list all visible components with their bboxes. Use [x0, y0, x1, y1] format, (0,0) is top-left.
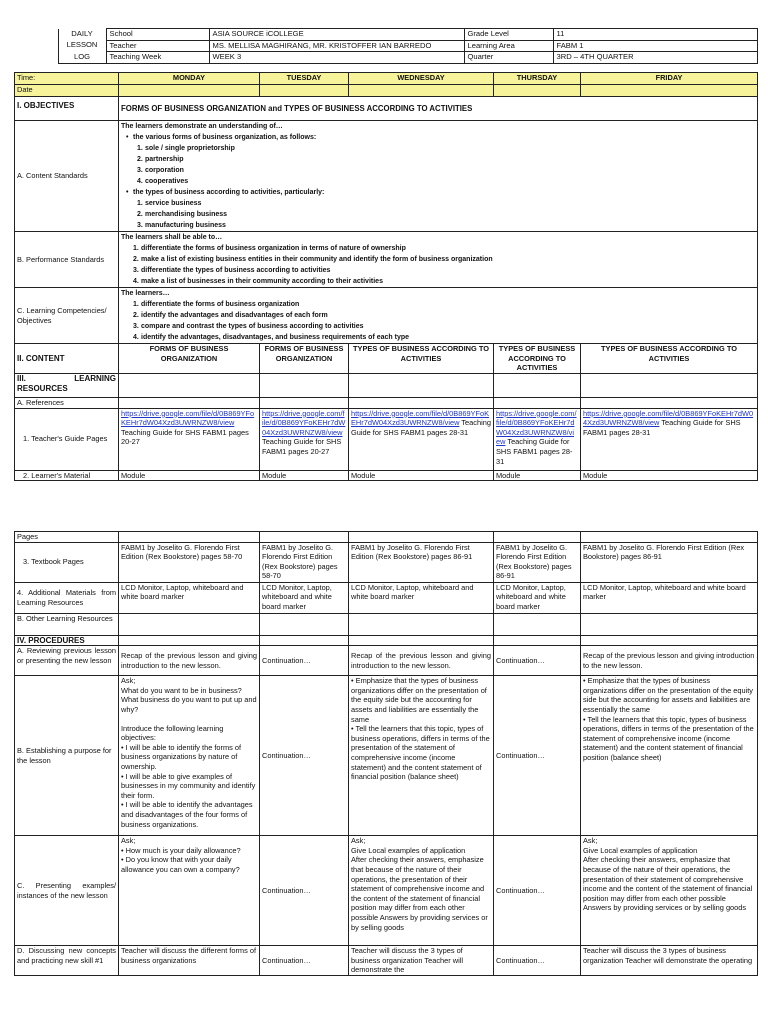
- daily-label: DAILY: [58, 29, 106, 41]
- guide-tuesday: https://drive.google.com/file/d/0B869YFoKEHr7dW04Xzd3UWRNZW8/view Teaching Guide for SHS FABM1 pages 20-27: [260, 408, 349, 470]
- learning-area-key: Learning Area: [464, 40, 553, 52]
- purpose-monday: Ask; What do you want to be in business? What business do you want to put up and why? Introduce the following learning objectives: • I will be able to identify the forms of business organizations by nature of ownership. • I will be able to give examples of businesses in my community and identify their form. • I will be able to identify the advantages and disadvantages of the four forms of business organizations.: [119, 676, 260, 836]
- examples-wednesday: Ask; Give Local examples of application After checking their answers, emphasize that because of the nature of their operations, the presentation of their statement of comprehensive income and the content of the statement of financial position may differ from each other possible Answers by providing services or by selling goods: [349, 836, 494, 946]
- lesson-label: LESSON: [58, 40, 106, 52]
- content-thursday: TYPES OF BUSINESS ACCORDING TO ACTIVITIES: [494, 344, 581, 374]
- content-friday: TYPES OF BUSINESS ACCORDING TO ACTIVITIES: [581, 344, 758, 374]
- discussing-thursday: Continuation…: [494, 946, 581, 976]
- additional-wednesday: LCD Monitor, Laptop, whiteboard and white board marker: [349, 582, 494, 613]
- day-wednesday: WEDNESDAY: [349, 73, 494, 85]
- guide-link[interactable]: https://drive.google.com/file/d/0B869YFoKEHr7dW04Xzd3UWRNZW8/view: [262, 408, 346, 437]
- log-label: LOG: [58, 52, 106, 64]
- content-wednesday: TYPES OF BUSINESS ACCORDING TO ACTIVITIES: [349, 344, 494, 374]
- examples-monday: Ask; • How much is your daily allowance? • Do you know that with your daily allowance you can own a company?: [119, 836, 260, 946]
- header-table: [14, 28, 758, 64]
- quarter-key: Quarter: [464, 52, 553, 64]
- lesson-table-page-1: [14, 72, 758, 481]
- reviewing-friday: Recap of the previous lesson and giving introduction to the new lesson.: [581, 646, 758, 676]
- establishing-purpose-label: B. Establishing a purpose for the lesson: [15, 676, 119, 836]
- additional-thursday: LCD Monitor, Laptop, whiteboard and white board marker: [494, 582, 581, 613]
- day-tuesday: TUESDAY: [260, 73, 349, 85]
- examples-thursday: Continuation…: [494, 836, 581, 946]
- learning-area-value: FABM 1: [553, 40, 757, 52]
- purpose-friday: • Emphasize that the types of business organizations differ on the presentation of the equity side but the accounting for assets and liabilities are essentially the same • Tell the learners that this topic, types of business operations, differs in terms of the presentation of the statement of comprehensive income (income statement) and the content statement of financial position (balance sheet): [581, 676, 758, 836]
- performance-standards-text: The learners shall be able to… 1. differentiate the forms of business organization in terms of nature of ownership 2. make a list of existing business entities in their community and identify the form of business organization 3. differentiate the types of business according to activities 4. make a list of businesses in their community according to their activities: [119, 232, 758, 288]
- guide-link[interactable]: https://drive.google.com/file/d/0B869YFoKEHr7dW04Xzd3UWRNZW8/view: [583, 408, 754, 428]
- additional-friday: LCD Monitor, Laptop, whiteboard and white board marker: [581, 582, 758, 613]
- module-monday: Module: [119, 470, 260, 481]
- textbook-tuesday: FABM1 by Joselito G. Florendo First Edition (Rex Bookstore) pages 58-70: [260, 542, 349, 582]
- day-monday: MONDAY: [119, 73, 260, 85]
- examples-tuesday: Continuation…: [260, 836, 349, 946]
- quarter-value: 3RD – 4TH QUARTER: [553, 52, 757, 64]
- guide-thursday: https://drive.google.com/file/d/0B869YFoKEHr7dW04Xzd3UWRNZW8/view Teaching Guide for SHS FABM1 pages 28-31: [494, 408, 581, 470]
- guide-link[interactable]: https://drive.google.com/file/d/0B869YFoKEHr7dW04Xzd3UWRNZW8/view: [121, 408, 255, 428]
- module-friday: Module: [581, 470, 758, 481]
- learning-resources-label: III. LEARNING RESOURCES: [15, 374, 119, 398]
- grade-level-key: Grade Level: [464, 29, 553, 41]
- content-standards-label: A. Content Standards: [15, 121, 119, 232]
- examples-friday: Ask; Give Local examples of application After checking their answers, emphasize that because of the nature of their operations, the presentation of their statement of comprehensive income and the content of the statement of financial position may differ from each other possible Answers by providing services or by selling goods: [581, 836, 758, 946]
- teacher-key: Teacher: [106, 40, 209, 52]
- additional-materials-label: 4. Additional Materials from Learning Resources: [15, 582, 119, 613]
- purpose-thursday: Continuation…: [494, 676, 581, 836]
- module-thursday: Module: [494, 470, 581, 481]
- module-tuesday: Module: [260, 470, 349, 481]
- grade-level-value: 11: [553, 29, 757, 41]
- reviewing-tuesday: Continuation…: [260, 646, 349, 676]
- textbook-label: 3. Textbook Pages: [15, 542, 119, 582]
- school-key: School: [106, 29, 209, 41]
- discussing-monday: Teacher will discuss the different forms of business organizations: [119, 946, 260, 976]
- textbook-friday: FABM1 by Joselito G. Florendo First Edition (Rex Bookstore) pages 86-91: [581, 542, 758, 582]
- school-value: ASIA SOURCE iCOLLEGE: [209, 29, 464, 41]
- references-label: A. References: [15, 398, 119, 409]
- objectives-label: I. OBJECTIVES: [15, 97, 119, 121]
- pages-label: Pages: [15, 532, 119, 543]
- discussing-tuesday: Continuation…: [260, 946, 349, 976]
- textbook-monday: FABM1 by Joselito G. Florendo First Edition (Rex Bookstore) pages 58-70: [119, 542, 260, 582]
- competencies-text: The learners… 1. differentiate the forms of business organization 2. identify the advantages and disadvantages of each form 3. compare and contrast the types of business according to activities 4. identify the advantages, disadvantages, and business requirements of each type: [119, 288, 758, 344]
- time-label: Time:: [15, 73, 119, 85]
- discussing-wednesday: Teacher will discuss the 3 types of business organization Teacher will demonstrate the: [349, 946, 494, 976]
- content-standards-text: The learners demonstrate an understanding of… • the various forms of business organization, as follows: 1. sole / single proprietorship 2. partnership 3. corporation 4. cooperatives • the types of business according to activities, particularly: 1. service business 2. merchandising business 3. manufacturing business: [119, 121, 758, 232]
- reviewing-monday: Recap of the previous lesson and giving introduction to the new lesson.: [119, 646, 260, 676]
- teaching-week-value: WEEK 3: [209, 52, 464, 64]
- performance-standards-label: B. Performance Standards: [15, 232, 119, 288]
- date-label: Date: [15, 85, 119, 97]
- purpose-tuesday: Continuation…: [260, 676, 349, 836]
- procedures-label: IV. PROCEDURES: [15, 635, 119, 646]
- additional-monday: LCD Monitor, Laptop, whiteboard and white board marker: [119, 582, 260, 613]
- guide-link[interactable]: https://drive.google.com/file/d/0B869YFoKEHr7dW04Xzd3UWRNZW8/view: [351, 408, 490, 428]
- guide-link[interactable]: https://drive.google.com/file/d/0B869YFoKEHr7dW04Xzd3UWRNZW8/view: [496, 408, 577, 447]
- module-wednesday: Module: [349, 470, 494, 481]
- additional-tuesday: LCD Monitor, Laptop, whiteboard and white board marker: [260, 582, 349, 613]
- competencies-label: C. Learning Competencies/ Objectives: [15, 288, 119, 344]
- reviewing-wednesday: Recap of the previous lesson and giving introduction to the new lesson.: [349, 646, 494, 676]
- reviewing-thursday: Continuation…: [494, 646, 581, 676]
- textbook-wednesday: FABM1 by Joselito G. Florendo First Edition (Rex Bookstore) pages 86-91: [349, 542, 494, 582]
- guide-wednesday: https://drive.google.com/file/d/0B869YFoKEHr7dW04Xzd3UWRNZW8/view Teaching Guide for SHS FABM1 pages 28-31: [349, 408, 494, 470]
- lesson-table-page-2: [14, 531, 758, 976]
- teacher-value: MS. MELLISA MAGHIRANG, MR. KRISTOFFER IAN BARREDO: [209, 40, 464, 52]
- discussing-friday: Teacher will discuss the 3 types of business organization Teacher will demonstrate the operating: [581, 946, 758, 976]
- day-thursday: THURSDAY: [494, 73, 581, 85]
- objectives-title: FORMS OF BUSINESS ORGANIZATION and TYPES OF BUSINESS ACCORDING TO ACTIVITIES: [119, 97, 758, 121]
- content-monday: FORMS OF BUSINESS ORGANIZATION: [119, 344, 260, 374]
- guide-monday: https://drive.google.com/file/d/0B869YFoKEHr7dW04Xzd3UWRNZW8/view Teaching Guide for SHS FABM1 pages 20-27: [119, 408, 260, 470]
- teaching-week-key: Teaching Week: [106, 52, 209, 64]
- other-resources-label: B. Other Learning Resources: [15, 613, 119, 635]
- content-tuesday: FORMS OF BUSINESS ORGANIZATION: [260, 344, 349, 374]
- presenting-examples-label: C. Presenting examples/ instances of the new lesson: [15, 836, 119, 946]
- reviewing-label: A. Reviewing previous lesson or presenting the new lesson: [15, 646, 119, 676]
- teachers-guide-label: 1. Teacher's Guide Pages: [15, 408, 119, 470]
- learners-material-label: 2. Learner's Material: [15, 470, 119, 481]
- content-label: II. CONTENT: [15, 344, 119, 374]
- discussing-concepts-label: D. Discussing new concepts and practicing new skill #1: [15, 946, 119, 976]
- textbook-thursday: FABM1 by Joselito G. Florendo First Edition (Rex Bookstore) pages 86-91: [494, 542, 581, 582]
- guide-friday: https://drive.google.com/file/d/0B869YFoKEHr7dW04Xzd3UWRNZW8/view Teaching Guide for SHS FABM1 pages 28-31: [581, 408, 758, 470]
- purpose-wednesday: • Emphasize that the types of business organizations differ on the presentation of the equity side but the accounting for assets and liabilities are essentially the same • Tell the learners that this topic, types of business operations, differs in terms of the presentation of the statement of comprehensive income (income statement) and the content statement of financial position (balance sheet): [349, 676, 494, 836]
- day-friday: FRIDAY: [581, 73, 758, 85]
